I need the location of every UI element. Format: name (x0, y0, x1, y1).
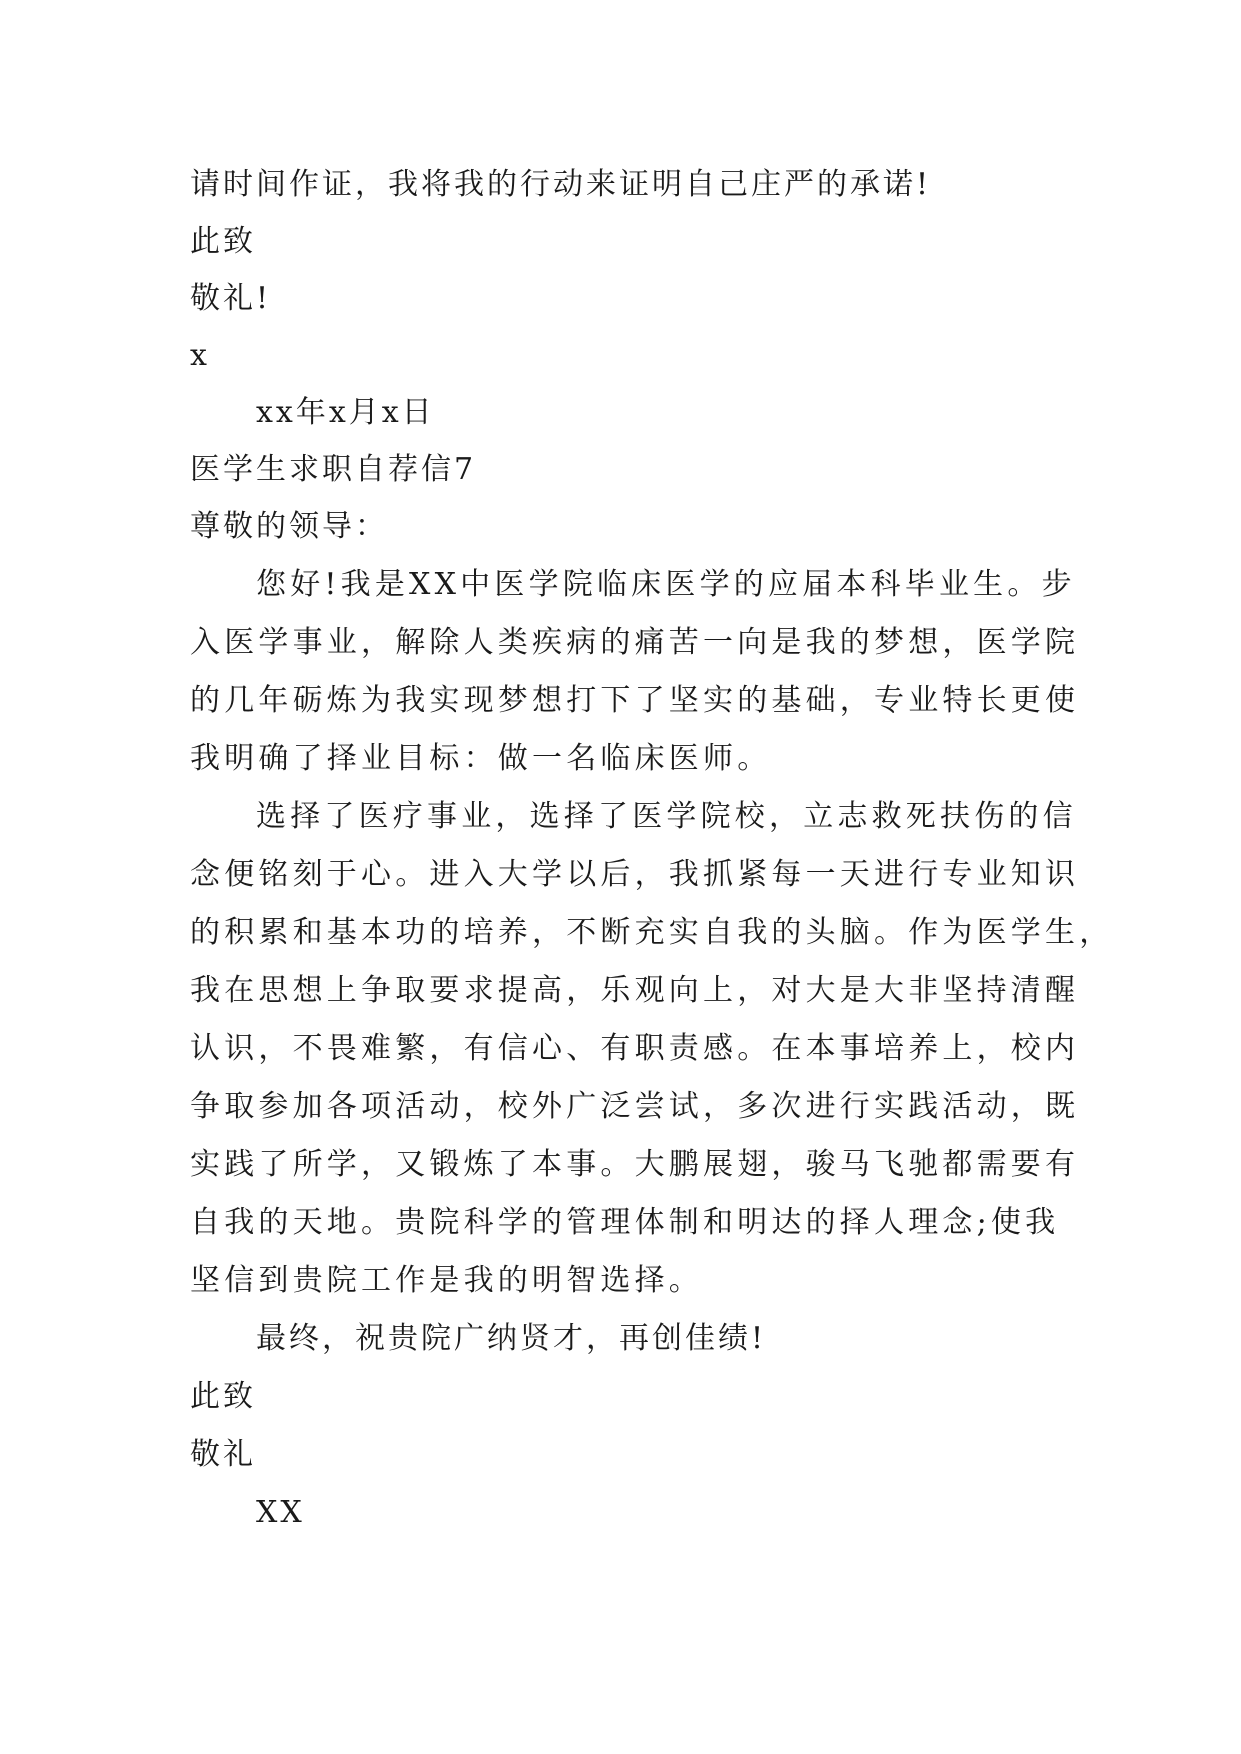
signature: x (190, 338, 210, 373)
salutation: 敬礼! (190, 281, 272, 316)
paragraph-line: 选择了医疗事业，选择了医学院校，立志救死扶伤的信 (256, 799, 1077, 834)
date: xx年x月x日 (256, 395, 435, 430)
paragraph-line: 入医学事业，解除人类疾病的痛苦一向是我的梦想，医学院 (190, 625, 1080, 660)
paragraph-line: 坚信到贵院工作是我的明智选择。 (190, 1263, 703, 1298)
paragraph-line: 念便铭刻于心。进入大学以后，我抓紧每一天进行专业知识 (190, 857, 1080, 892)
salutation: 敬礼 (190, 1437, 256, 1472)
greeting: 尊敬的领导： (190, 509, 388, 544)
letter-title: 医学生求职自荐信7 (190, 452, 477, 487)
paragraph-line: 认识，不畏难繁，有信心、有职责感。在本事培养上，校内 (190, 1031, 1080, 1066)
paragraph-line: 最终，祝贵院广纳贤才，再创佳绩! (256, 1321, 767, 1356)
closing-phrase: 此致 (190, 224, 256, 259)
paragraph-line: 实践了所学，又锻炼了本事。大鹏展翅，骏马飞驰都需要有 (190, 1147, 1080, 1182)
paragraph-line: 的几年砺炼为我实现梦想打下了坚实的基础，专业特长更使 (190, 683, 1080, 718)
signature: XX (256, 1495, 305, 1530)
paragraph-line: 自我的天地。贵院科学的管理体制和明达的择人理念;使我 (190, 1205, 1060, 1240)
paragraph-line: 我在思想上争取要求提高，乐观向上，对大是大非坚持清醒 (190, 973, 1080, 1008)
paragraph-line: 的积累和基本功的培养，不断充实自我的头脑。作为医学生， (190, 915, 1114, 950)
paragraph-line: 争取参加各项活动，校外广泛尝试，多次进行实践活动，既 (190, 1089, 1080, 1124)
text-line: 请时间作证，我将我的行动来证明自己庄严的承诺! (190, 167, 932, 202)
paragraph-line: 我明确了择业目标：做一名临床医师。 (190, 741, 772, 776)
paragraph-line: 您好!我是XX中医学院临床医学的应届本科毕业生。步 (256, 567, 1076, 602)
closing-phrase: 此致 (190, 1379, 256, 1414)
